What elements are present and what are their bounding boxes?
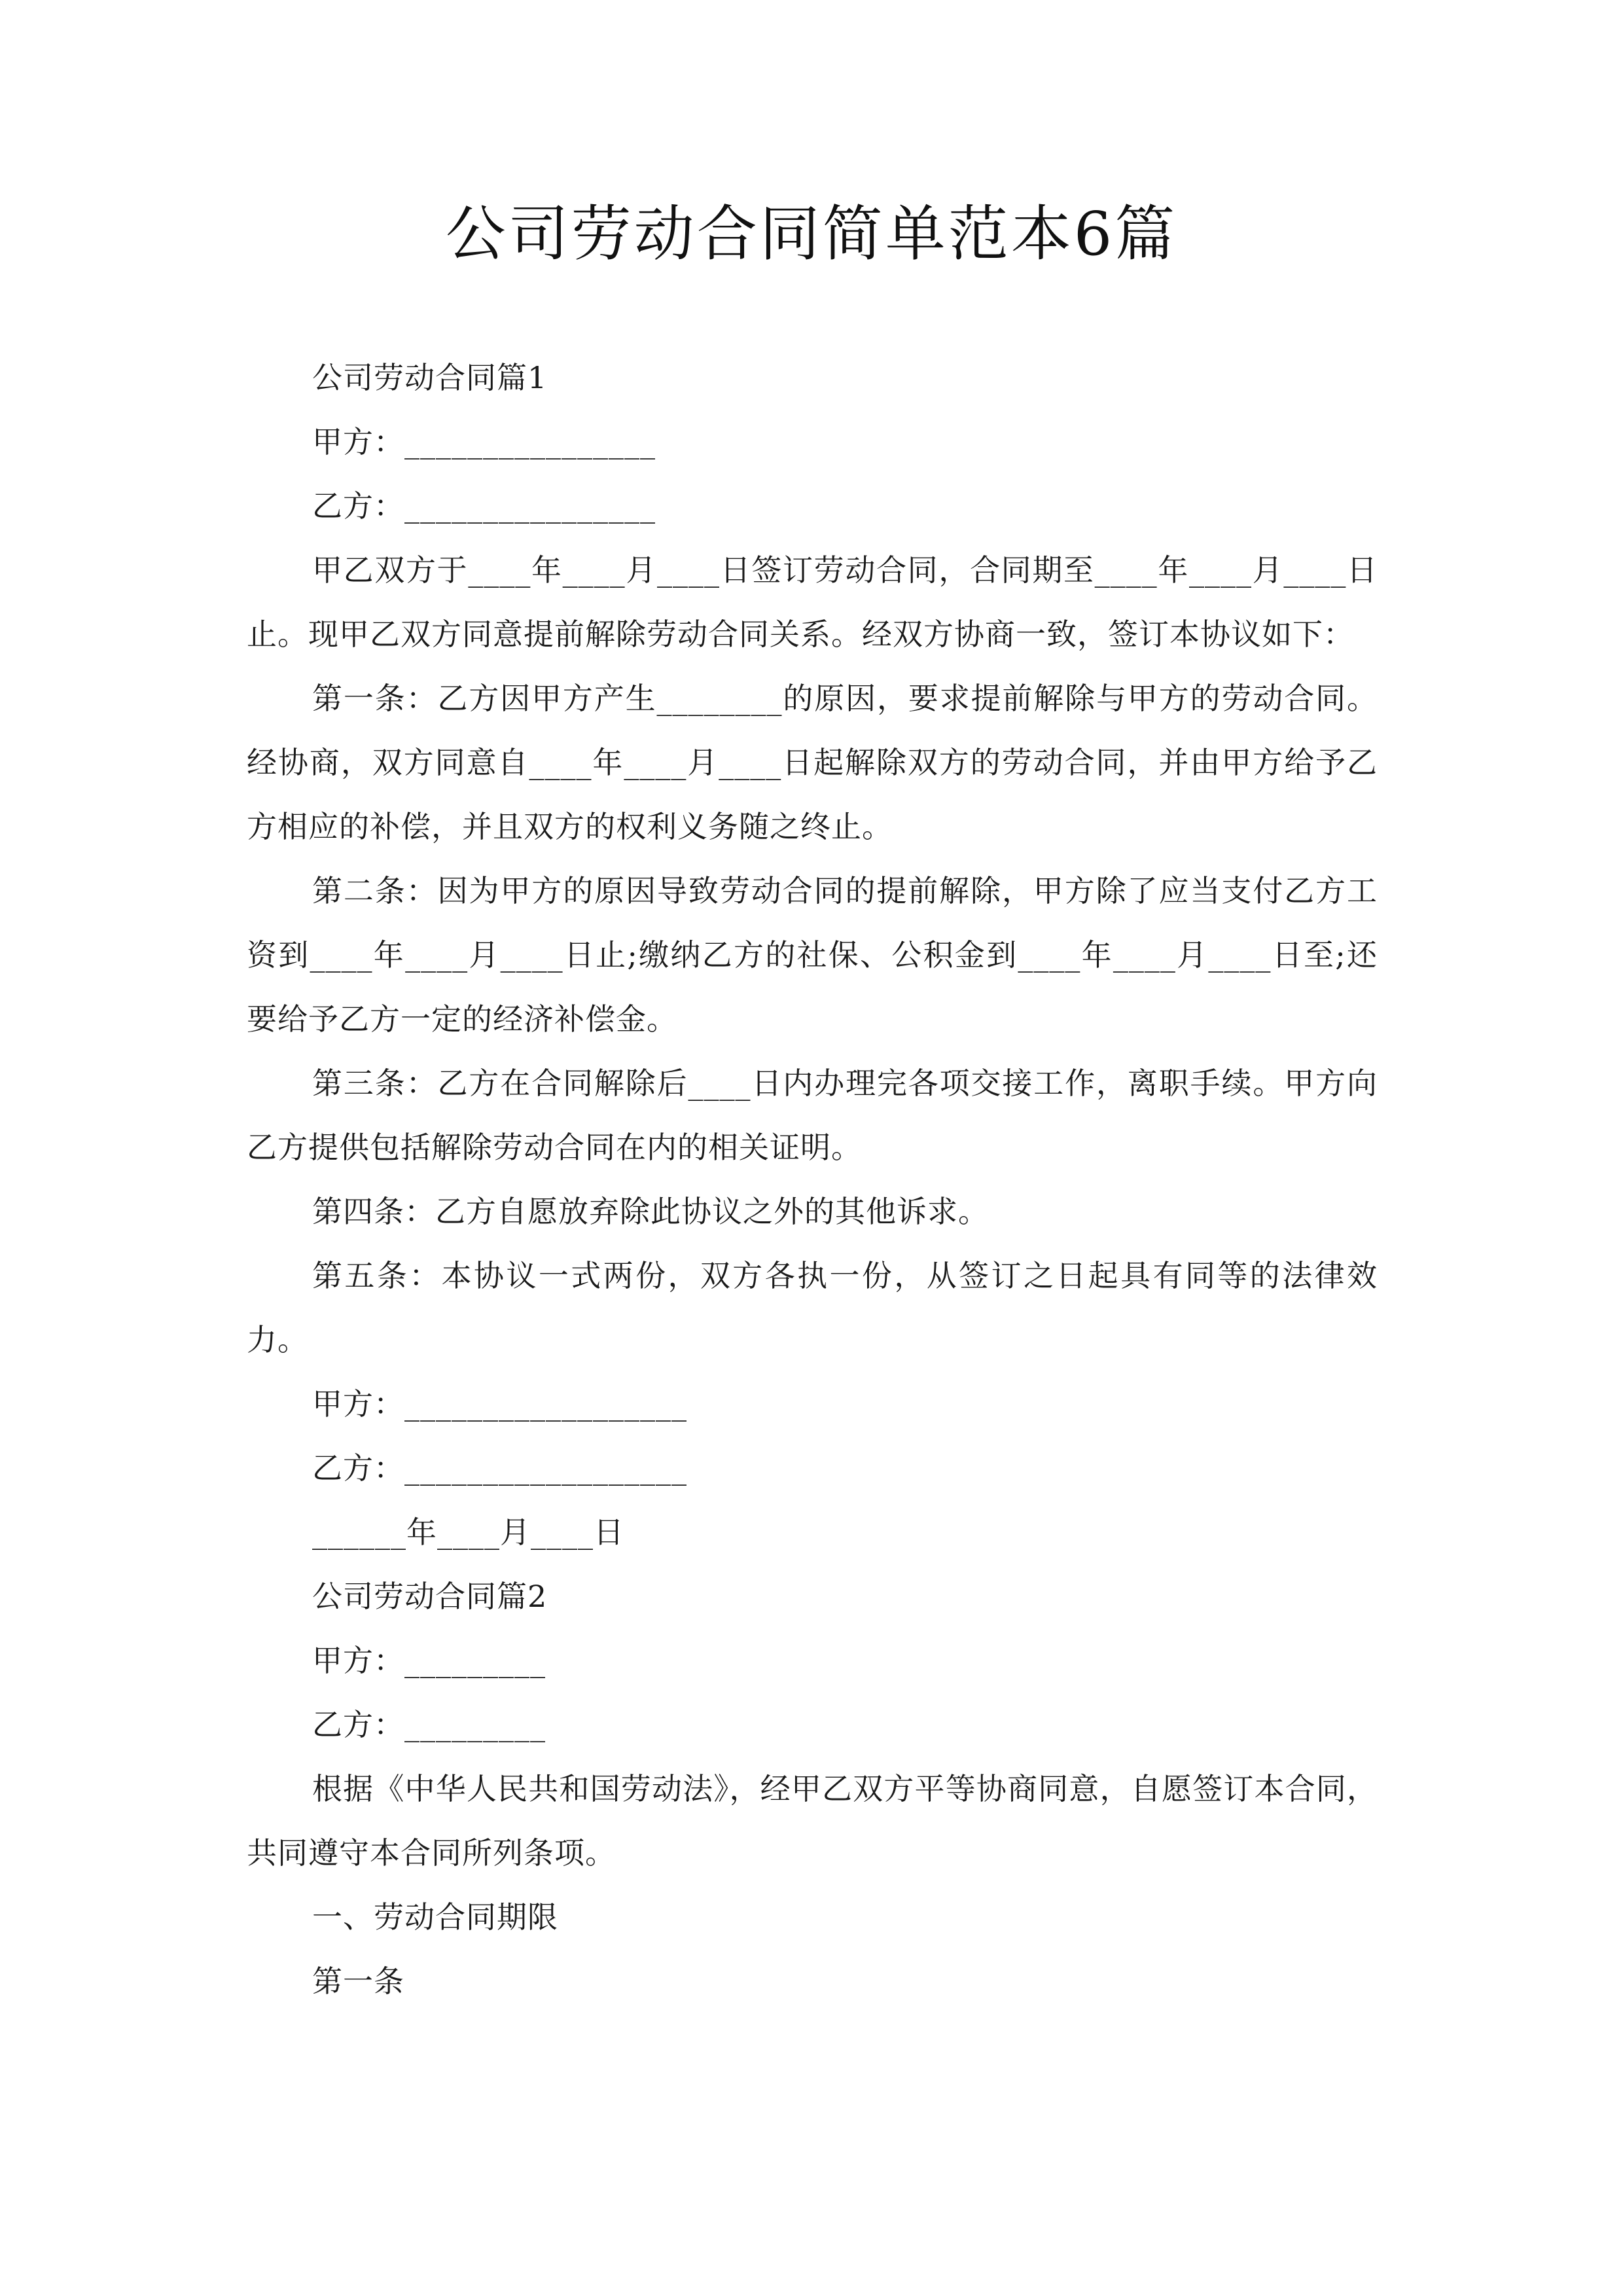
article-4: 第四条：乙方自愿放弃除此协议之外的其他诉求。 bbox=[312, 1194, 989, 1229]
signature-party-b: 乙方：__________________ bbox=[312, 1450, 687, 1486]
document-title: 公司劳动合同简单范本6篇 bbox=[445, 199, 1178, 269]
party-b-line-2: 乙方：_________ bbox=[312, 1707, 546, 1742]
signature-date: ______年____月____日 bbox=[312, 1515, 624, 1550]
party-a-line: 甲方：________________ bbox=[312, 424, 656, 459]
article-3: 第三条：乙方在合同解除后____日内办理完各项交接工作，离职手续。甲方向乙方提供包括解除劳动合同在内的相关证明。 bbox=[247, 1066, 1378, 1165]
article-heading: 第一条 bbox=[312, 1964, 404, 1999]
party-b-line: 乙方：________________ bbox=[312, 488, 656, 524]
preamble-paragraph: 根据《中华人民共和国劳动法》，经甲乙双方平等协商同意，自愿签订本合同，共同遵守本合同所列条项。 bbox=[247, 1771, 1378, 1871]
article-5: 第五条：本协议一式两份，双方各执一份，从签订之日起具有同等的法律效力。 bbox=[247, 1258, 1378, 1357]
intro-paragraph: 甲乙双方于____年____月____日签订劳动合同，合同期至____年____月____日止。现甲乙双方同意提前解除劳动合同关系。经双方协商一致，签订本协议如下： bbox=[247, 552, 1378, 652]
article-2: 第二条：因为甲方的原因导致劳动合同的提前解除，甲方除了应当支付乙方工资到____年____月____日止;缴纳乙方的社保、公积金到____年____月____日至;还要给予乙方一定的经济补偿金。 bbox=[247, 873, 1378, 1037]
article-1: 第一条：乙方因甲方产生________的原因，要求提前解除与甲方的劳动合同。经协商，双方同意自____年____月____日起解除双方的劳动合同，并由甲方给予乙方相应的补偿，并且双方的权利义务随之终止。 bbox=[247, 681, 1378, 844]
document-body bbox=[247, 346, 1378, 2013]
signature-party-a: 甲方：__________________ bbox=[312, 1386, 687, 1422]
chapter-heading: 一、劳动合同期限 bbox=[312, 1899, 558, 1935]
section-heading-1: 公司劳动合同篇1 bbox=[312, 360, 548, 395]
section-heading-2: 公司劳动合同篇2 bbox=[312, 1579, 548, 1614]
party-a-line-2: 甲方：_________ bbox=[312, 1643, 546, 1678]
